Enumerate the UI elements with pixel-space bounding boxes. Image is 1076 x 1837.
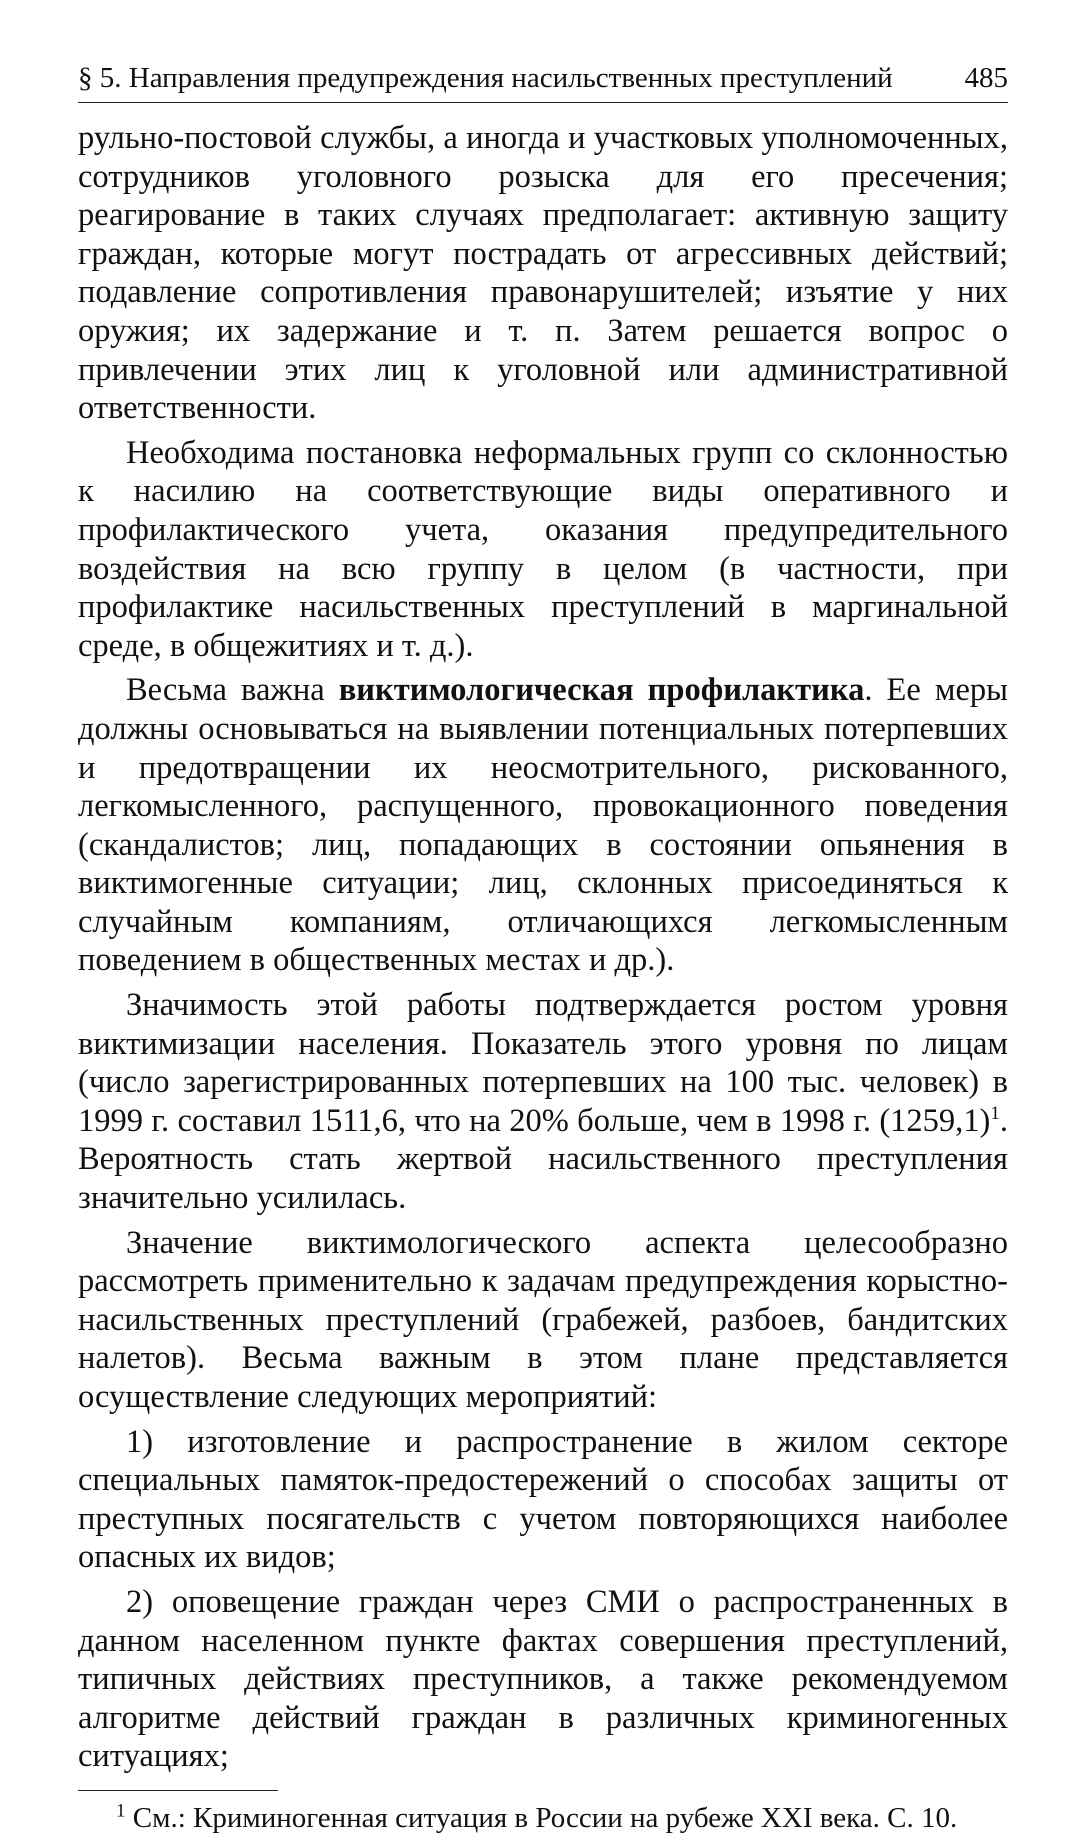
footnote-divider — [78, 1790, 278, 1791]
list-item: 2) оповещение граждан через СМИ о распространенных в данном населенном пункте фактах совершения преступлений, типичных действиях преступников, а также рекомендуемом алгоритме действий граждан в различных криминогенных ситуациях; — [78, 1583, 1008, 1775]
footnote-marker: 1 — [116, 1800, 126, 1822]
footnote-reference: 1 — [990, 1103, 1000, 1125]
running-header — [78, 58, 1008, 103]
paragraph — [78, 671, 1008, 980]
paragraph: Необходима постановка неформальных групп со склонностью к насилию на соответствующие виды оперативного и профилактического учета, оказания предупредительного воздействия на всю группу в целом (в частности, при профилактике насильственных преступлений в маргинальной среде, в общежитиях и т. д.). — [78, 434, 1008, 664]
paragraph: Значение виктимологического аспекта целесообразно рассмотреть применительно к задачам предупреждения корыстно-насильственных преступлений (грабежей, разбоев, бандитских налетов). Весьма важным в этом плане представляется осуществление следующих мероприятий: — [78, 1224, 1008, 1415]
page-number: 485 — [964, 62, 1008, 94]
paragraph-text: Весьма важна — [126, 672, 339, 709]
paragraph-text: Значимость этой работы подтверждается ростом уровня виктимизации населения. Показатель этого уровня по лицам (число зарегистрированных потерпевших на 100 тыс. человек) в 1999 г. составил 1511,6, что на 20% больше, чем в 1998 г. (1259,1) — [78, 987, 1008, 1139]
document-page — [78, 58, 1008, 1837]
paragraph-text: . Вероятность стать жертвой насильственного преступления значительно усилилась. — [78, 1102, 1008, 1217]
section-title: § 5. Направления предупреждения насильственных преступлений — [78, 62, 893, 94]
body-text — [78, 119, 1008, 1776]
list-item: 1) изготовление и распространение в жилом секторе специальных памяток-предостережений о способах защиты от преступных посягательств с учетом повторяющихся наиболее опасных их видов; — [78, 1423, 1008, 1576]
paragraph: рульно-постовой службы, а иногда и участковых уполномоченных, сотрудников уголовного розыска для его пресечения; реагирование в таких случаях предполагает: активную защиту граждан, которые могут пострадать от агрессивных действий; подавление сопротивления правонарушителей; изъятие у них оружия; их задержание и т. п. Затем решается вопрос о привлечении этих лиц к уголовной или административной ответственности. — [78, 120, 1008, 427]
footnote-text: См.: Криминогенная ситуация в России на рубеже XXI века. С. 10. — [125, 1801, 958, 1834]
paragraph — [78, 986, 1008, 1218]
footnote — [78, 1799, 1008, 1837]
paragraph-text: . Ее меры должны основываться на выявлении потенциальных потерпевших и предотвращении их неосмотрительного, рискованного, легкомысленного, распущенного, провокационного поведения (скандалистов; лиц, попадающих в состоянии опьянения в виктимогенные ситуации; лиц, склонных присоединяться к случайным компаниям, отличающихся легкомысленным поведением в общественных местах и др.). — [78, 672, 1009, 979]
bold-term: виктимологическая профилактика — [338, 672, 865, 709]
